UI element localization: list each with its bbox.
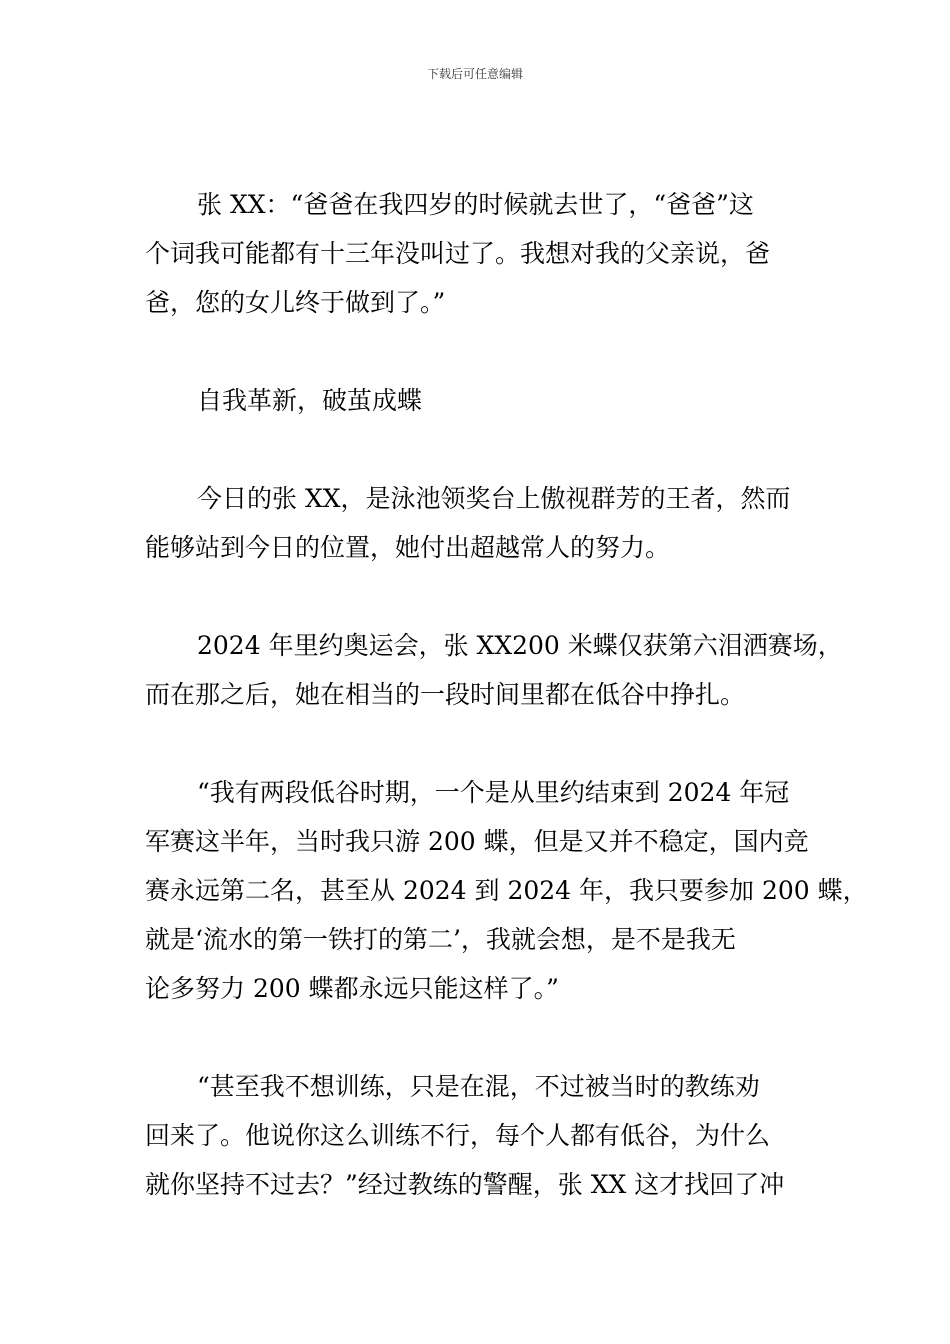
paragraph-gap — [145, 1013, 810, 1062]
paragraph-5 — [145, 768, 868, 1013]
paragraph-line: “我有两段低谷时期，一个是从里约结束到 2024 年冠 — [197, 778, 790, 807]
paragraph-line: 而在那之后，她在相当的一段时间里都在低谷中挣扎。 — [145, 680, 746, 709]
heading-line: 自我革新，破茧成蝶 — [197, 386, 423, 415]
paragraph-line: 2024 年里约奥运会，张 XX200 米蝶仅获第六泪洒赛场， — [197, 631, 843, 660]
paragraph-line: 个词我可能都有十三年没叫过了。我想对我的父亲说，爸 — [145, 239, 771, 268]
paragraph-4 — [145, 621, 843, 719]
paragraph-gap — [145, 719, 810, 768]
section-heading — [145, 376, 810, 425]
paragraph-line: 军赛这半年，当时我只游 200 蝶，但是又并不稳定，国内竞 — [145, 827, 809, 856]
paragraph-line: 回来了。他说你这么训练不行，每个人都有低谷，为什么 — [145, 1121, 771, 1150]
paragraph-line: 论多努力 200 蝶都永远只能这样了。” — [145, 974, 559, 1003]
paragraph-line: 张 XX：“爸爸在我四岁的时候就去世了，“爸爸”这 — [197, 190, 754, 219]
page-header: 下载后可任意编辑 — [426, 67, 523, 81]
document-body — [145, 180, 868, 1209]
paragraph-gap — [145, 572, 810, 621]
paragraph-gap — [145, 327, 810, 376]
paragraph-line: 今日的张 XX，是泳池领奖台上傲视群芳的王者，然而 — [197, 484, 791, 513]
paragraph-3 — [145, 474, 810, 572]
paragraph-line: 赛永远第二名，甚至从 2024 到 2024 年，我只要参加 200 蝶， — [145, 876, 868, 905]
paragraph-6 — [145, 1062, 810, 1209]
paragraph-line: “甚至我不想训练，只是在混，不过被当时的教练劝 — [197, 1072, 760, 1101]
paragraph-line: 爸，您的女儿终于做到了。” — [145, 288, 446, 317]
paragraph-line: 就是‘流水的第一铁打的第二’，我就会想，是不是我无 — [145, 925, 736, 954]
paragraph-gap — [145, 425, 810, 474]
paragraph-line: 就你坚持不过去？”经过教练的警醒，张 XX 这才找回了冲 — [145, 1170, 785, 1199]
paragraph-1 — [145, 180, 810, 327]
paragraph-line: 能够站到今日的位置，她付出超越常人的努力。 — [145, 533, 671, 562]
